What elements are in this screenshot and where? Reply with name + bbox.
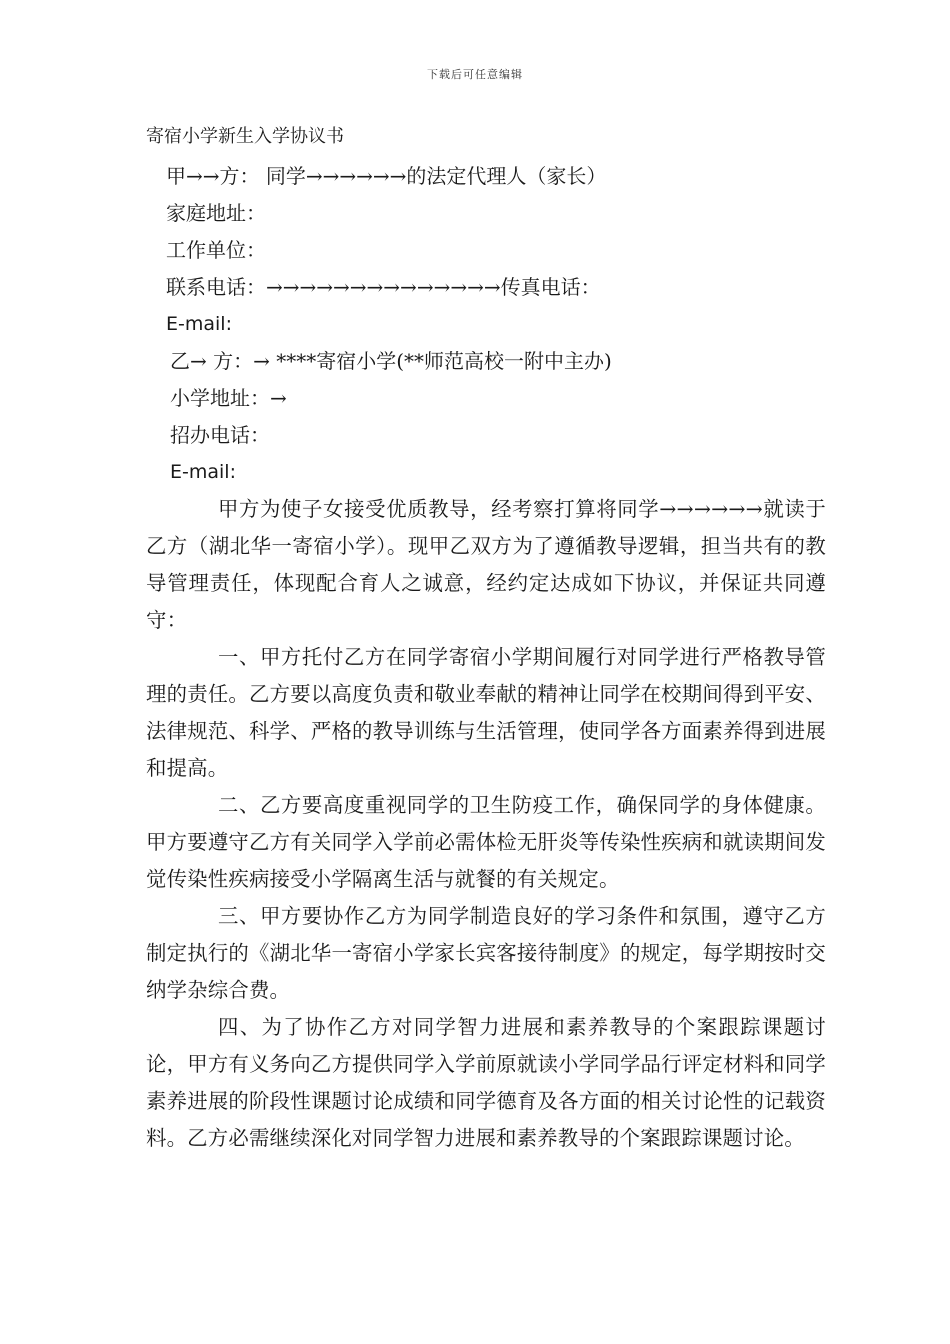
document-title: 寄宿小学新生入学协议书	[146, 126, 344, 147]
page-header: 下载后可任意编辑	[427, 68, 523, 81]
party-a-name-line: 甲→→方： 同学→→→→→→的法定代理人（家长）	[166, 164, 607, 188]
document-body	[146, 120, 826, 1157]
paragraph-intro: 甲方为使子女接受优质教导，经考察打算将同学→→→→→→就读于乙方（湖北华一寄宿小学）。现甲乙双方为了遵循教导逻辑，担当共有的教导管理责任，体现配合育人之诚意，经约定达成如下协议，并保证共同遵守：	[146, 497, 826, 632]
party-a-email: E-mail:	[166, 313, 232, 335]
party-a-employer: 工作单位：	[166, 238, 266, 262]
party-b-name-line: 乙→ 方：→ ****寄宿小学(**师范高校一附中主办)	[170, 349, 612, 373]
paragraph-clause-4: 四、为了协作乙方对同学智力进展和素养教导的个案跟踪课题讨论，甲方有义务向乙方提供同学入学前原就读小学同学品行评定材料和同学素养进展的阶段性课题讨论成绩和同学德育及各方面的相关讨论性的记载资料。乙方必需继续深化对同学智力进展和素养教导的个案跟踪课题讨论。	[146, 1015, 826, 1150]
party-b-email: E-mail:	[170, 461, 236, 483]
party-b-address: 小学地址：→	[170, 386, 287, 410]
paragraph-clause-2: 二、乙方要高度重视同学的卫生防疫工作，确保同学的身体健康。甲方要遵守乙方有关同学入学前必需体检无肝炎等传染性疾病和就读期间发觉传染性疾病接受小学隔离生活与就餐的有关规定。	[146, 793, 826, 891]
party-a-address: 家庭地址：	[166, 201, 266, 225]
paragraph-clause-1: 一、甲方托付乙方在同学寄宿小学期间履行对同学进行严格教导管理的责任。乙方要以高度负责和敬业奉献的精神让同学在校期间得到平安、法律规范、科学、严格的教导训练与生活管理，使同学各方面素养得到进展和提高。	[146, 645, 826, 780]
party-b-phone: 招办电话：	[170, 423, 270, 447]
paragraph-clause-3: 三、甲方要协作乙方为同学制造良好的学习条件和氛围，遵守乙方制定执行的《湖北华一寄宿小学家长宾客接待制度》的规定，每学期按时交纳学杂综合费。	[146, 904, 826, 1002]
party-a-phone: 联系电话：→→→→→→→→→→→→→→传真电话：	[166, 275, 601, 299]
